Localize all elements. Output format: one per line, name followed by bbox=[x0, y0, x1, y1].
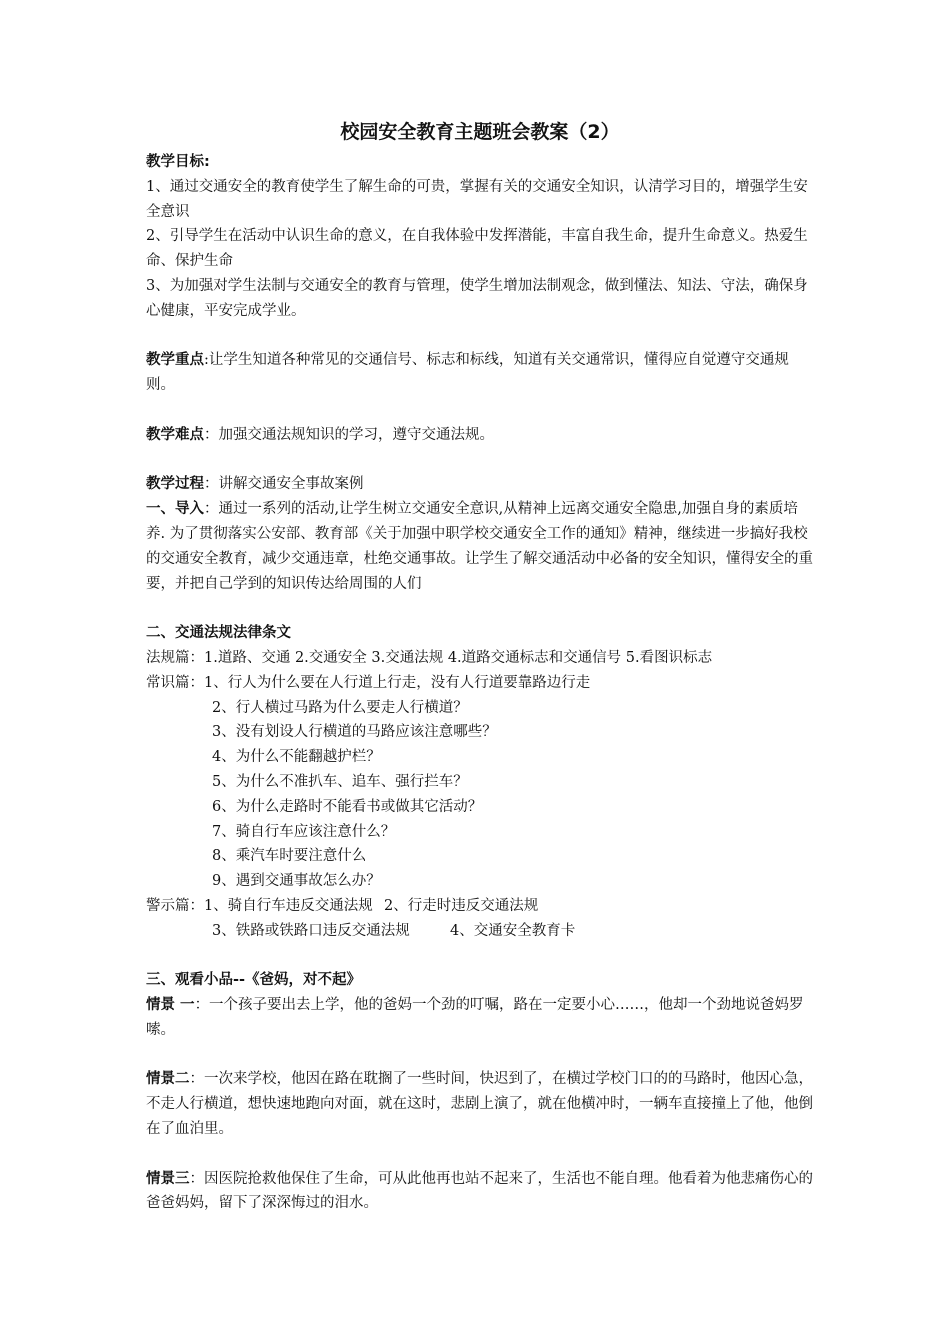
process-text: ：讲解交通安全事故案例 bbox=[204, 476, 364, 493]
scene-paragraph bbox=[146, 1167, 814, 1217]
skit-heading: 三、观看小品--《爸妈，对不起》 bbox=[146, 972, 362, 989]
common-sense-item: 6、为什么走路时不能看书或做其它活动？ bbox=[212, 798, 483, 815]
warning-item: 2、行走时违反交通法规 bbox=[384, 897, 539, 914]
intro-paragraph bbox=[146, 497, 814, 596]
scene-label: 情景三 bbox=[146, 1170, 190, 1187]
difficulty-label: 教学难点 bbox=[146, 426, 204, 443]
keypoints-paragraph bbox=[146, 348, 814, 398]
common-sense-item: 4、为什么不能翻越护栏？ bbox=[212, 749, 381, 766]
common-sense-item: 3、没有划设人行横道的马路应该注意哪些？ bbox=[212, 724, 497, 741]
difficulty-paragraph bbox=[146, 423, 814, 448]
common-sense-item: 9、遇到交通事故怎么办？ bbox=[212, 873, 381, 890]
keypoints-text: :让学生知道各种常见的交通信号、标志和标线，知道有关交通常识，懂得应自觉遵守交通规则。 bbox=[146, 352, 789, 394]
laws-heading: 二、交通法规法律条文 bbox=[146, 625, 291, 642]
intro-label: 一、导入 bbox=[146, 501, 204, 518]
intro-text: ：通过一系列的活动,让学生树立交通安全意识,从精神上远离交通安全隐患,加强自身的素质培养. 为了贯彻落实公安部、教育部《关于加强中职学校交通安全工作的通知》精神，继续进一步搞好我校的交通安全教育，减少交通违章，杜绝交通事故。让学生了解交通活动中必备的安全知识，懂得安全的重要，并把自己学到的知识传达给周围的人们 bbox=[146, 501, 813, 592]
common-sense-item: 8、乘汽车时要注意什么 bbox=[212, 848, 367, 865]
process-paragraph bbox=[146, 472, 814, 497]
goals-heading: 教学目标: bbox=[146, 154, 210, 170]
goal-item: 1、通过交通安全的教育使学生了解生命的可贵，掌握有关的交通安全知识，认清学习目的，增强学生安全意识 bbox=[146, 178, 808, 220]
warning-item: 3、铁路或铁路口违反交通法规 bbox=[212, 922, 410, 939]
common-sense-item: 2、行人横过马路为什么要走人行横道？ bbox=[212, 699, 468, 716]
scene-text: ：因医院抢救他保住了生命，可从此他再也站不起来了，生活也不能自理。他看着为他悲痛伤心的爸爸妈妈，留下了深深悔过的泪水。 bbox=[146, 1170, 813, 1212]
document-page bbox=[146, 118, 814, 1216]
goal-item: 3、为加强对学生法制与交通安全的教育与管理，使学生增加法制观念，做到懂法、知法、守法，确保身心健康，平安完成学业。 bbox=[146, 277, 808, 319]
common-sense-item: 7、骑自行车应该注意什么？ bbox=[212, 823, 396, 840]
scene-paragraph bbox=[146, 1067, 814, 1141]
scene-label: 情景二 bbox=[146, 1071, 190, 1088]
warning-item: 4、交通安全教育卡 bbox=[450, 922, 576, 939]
warning-row bbox=[146, 919, 814, 944]
scene-label: 情景 一 bbox=[146, 997, 195, 1014]
scene-text: ：一个孩子要出去上学，他的爸妈一个劲的叮嘱，路在一定要小心……，他却一个劲地说爸妈罗嗦。 bbox=[146, 997, 804, 1038]
keypoints-label: 教学重点 bbox=[146, 352, 204, 369]
common-sense-line: 常识篇：1、行人为什么要在人行道上行走，没有人行道要靠路边行走 bbox=[146, 674, 591, 691]
common-sense-item: 5、为什么不准扒车、追车、强行拦车？ bbox=[212, 773, 468, 790]
goal-item: 2、引导学生在活动中认识生命的意义，在自我体验中发挥潜能，丰富自我生命，提升生命意义。热爱生命、保护生命 bbox=[146, 228, 808, 270]
scene-text: ：一次来学校，他因在路在耽搁了一些时间，快迟到了，在横过学校门口的的马路时，他因心急，不走人行横道，想快速地跑向对面，就在这时，悲剧上演了，就在他横冲时，一辆车直接撞上了他，他倒在了血泊里。 bbox=[146, 1071, 813, 1138]
warning-row bbox=[146, 894, 814, 919]
warning-item: 警示篇：1、骑自行车违反交通法规 bbox=[146, 897, 373, 914]
scene-paragraph bbox=[146, 993, 814, 1043]
difficulty-text: ：加强交通法规知识的学习，遵守交通法规。 bbox=[204, 426, 494, 443]
regulations-line: 法规篇：1.道路、交通 2.交通安全 3.交通法规 4.道路交通标志和交通信号 5.看图识标志 bbox=[146, 649, 713, 666]
document-title: 校园安全教育主题班会教案（2） bbox=[340, 121, 620, 143]
process-label: 教学过程 bbox=[146, 476, 204, 493]
